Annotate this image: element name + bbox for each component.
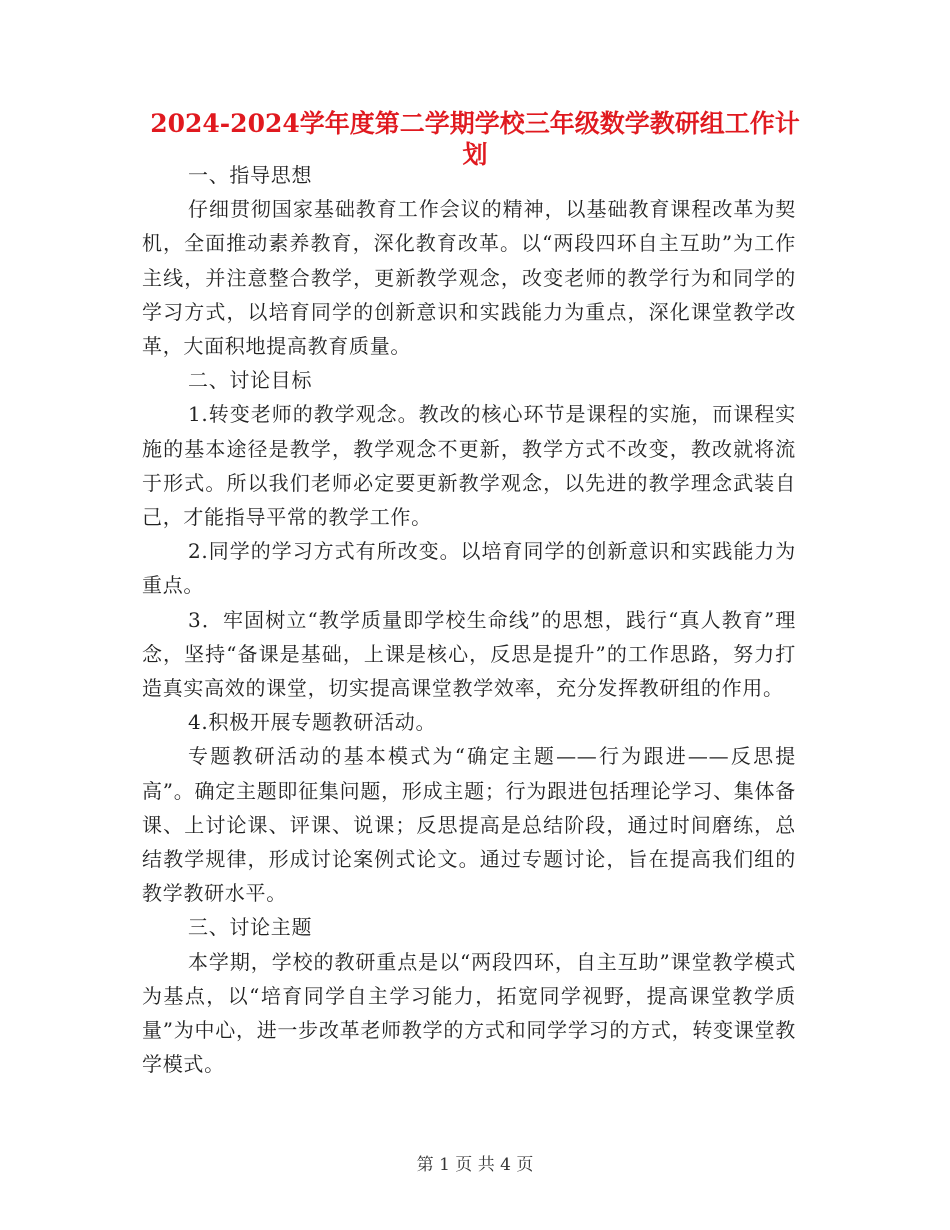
page-footer: 第 1 页 共 4 页 — [416, 1155, 534, 1175]
document-body — [142, 158, 796, 1081]
document-title: 2024-2024学年度第二学期学校三年级数学教研组工作计划 — [150, 109, 800, 169]
paragraph-research-topic: 本学期，学校的教研重点是以“两段四环，自主互助”课堂教学模式为基点，以“培育同学自主学习能力，拓宽同学视野，提高课堂教学质量”为中心，进一步改革老师教学的方式和同学学习的方式，转变课堂教学模式。 — [142, 949, 796, 1077]
section-heading-research-goals: 二、讨论目标 — [188, 368, 313, 393]
goal-item-1: 1.转变老师的教学观念。教改的核心环节是课程的实施，而课程实施的基本途径是教学，教学观念不更新，教学方式不改变，教改就将流于形式。所以我们老师必定要更新教学观念，以先进的教学理念武装自己，才能指导平常的教学工作。 — [142, 402, 796, 530]
paragraph-guiding-ideology: 仔细贯彻国家基础教育工作会议的精神，以基础教育课程改革为契机，全面推动素养教育，深化教育改革。以“两段四环自主互助”为工作主线，并注意整合教学，更新教学观念，改变老师的教学行为和同学的学习方式，以培育同学的创新意识和实践能力为重点，深化课堂教学改革，大面积地提高教育质量。 — [142, 197, 796, 359]
goal-item-3: 3．牢固树立“教学质量即学校生命线”的思想，践行“真人教育”理念，坚持“备课是基础，上课是核心，反思是提升”的工作思路，努力打造真实高效的课堂，切实提高课堂教学效率，充分发挥教研组的作用。 — [142, 607, 796, 701]
section-heading-guiding-ideology: 一、指导思想 — [188, 163, 313, 187]
section-heading-research-topic: 三、讨论主题 — [188, 915, 313, 940]
paragraph-topic-activity-mode: 专题教研活动的基本模式为“确定主题——行为跟进——反思提高”。确定主题即征集问题，形成主题；行为跟进包括理论学习、集体备课、上讨论课、评课、说课；反思提高是总结阶段，通过时间磨练，总结教学规律，形成讨论案例式论文。通过专题讨论，旨在提高我们组的教学教研水平。 — [142, 744, 796, 906]
goal-item-2: 2.同学的学习方式有所改变。以培育同学的创新意识和实践能力为重点。 — [142, 539, 796, 598]
goal-item-4: 4.积极开展专题教研活动。 — [188, 710, 437, 735]
